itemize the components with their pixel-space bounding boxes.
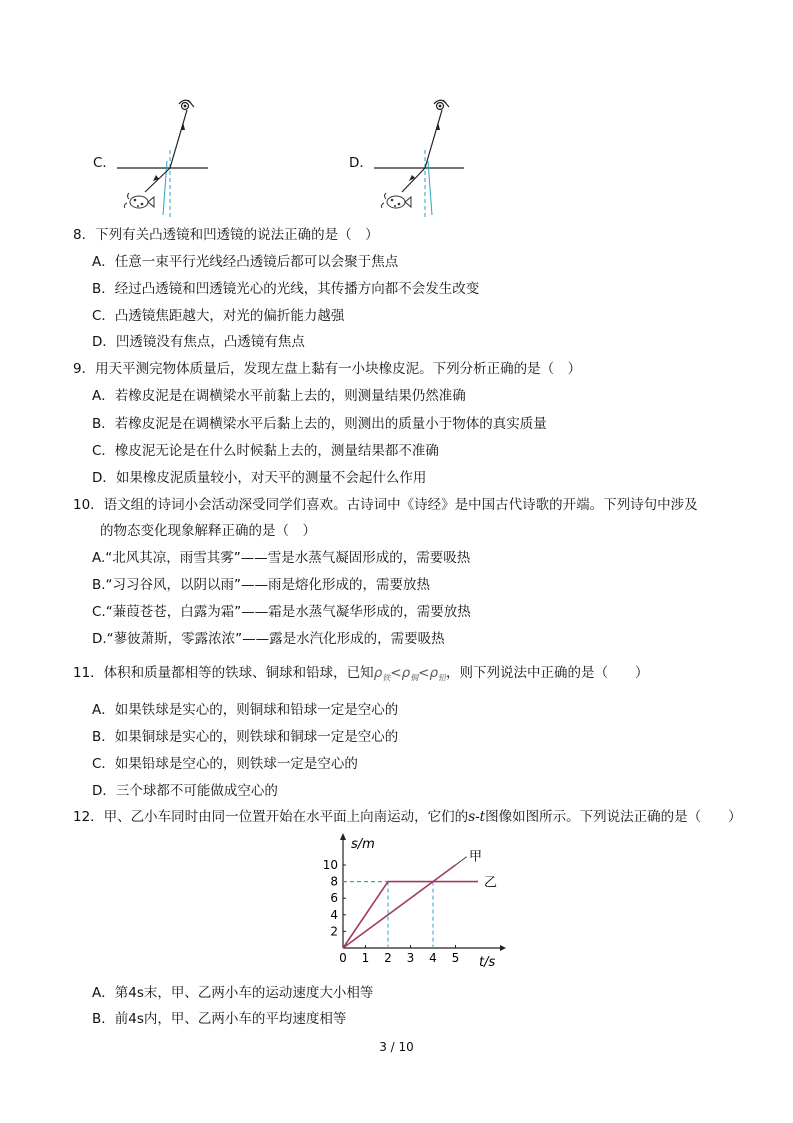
figure-d-label: D． bbox=[349, 155, 373, 171]
y-axis-label: s/m bbox=[351, 837, 375, 852]
q10-stem-line1: 10．语文组的诗词小会活动深受同学们喜欢。古诗词中《诗经》是中国古代诗歌的开端。下列诗句中涉及 bbox=[73, 497, 698, 513]
q12-option-a: A．第4s末，甲、乙两小车的运动速度大小相等 bbox=[92, 985, 374, 1001]
q11-stem: 11．体积和质量都相等的铁球、铜球和铅球，已知$\rho_铁<\rho_铜<\rho_铅$，则下列说法中正确的是（ ） bbox=[73, 665, 649, 683]
rho-iron: $\rho_铁$ bbox=[373, 665, 391, 683]
x-tick-label: 2 bbox=[384, 951, 392, 965]
s-t-graph bbox=[315, 832, 515, 972]
figure-c-label: C． bbox=[93, 155, 116, 171]
q11-stem-before: 11．体积和质量都相等的铁球、铜球和铅球，已知 bbox=[73, 665, 374, 681]
q12-option-b: B．前4s内，甲、乙两小车的平均速度相等 bbox=[92, 1011, 347, 1027]
y-tick-label: 4 bbox=[330, 907, 338, 922]
x-axis-label: t/s bbox=[479, 955, 496, 970]
q8-option-d: D．凹透镜没有焦点，凸透镜有焦点 bbox=[92, 334, 305, 350]
x-axis-arrow bbox=[500, 945, 506, 951]
eye-icon bbox=[179, 100, 194, 110]
x-tick-label: 0 bbox=[339, 951, 347, 965]
x-tick-label: 3 bbox=[406, 951, 415, 965]
y-tick-label: 10 bbox=[322, 858, 338, 872]
series-1-label-leader bbox=[456, 857, 467, 865]
q11-option-c: C．如果铅球是空心的，则铁球一定是空心的 bbox=[92, 756, 358, 772]
q8-option-c: C．凸透镜焦距越大，对光的偏折能力越强 bbox=[92, 308, 345, 324]
q11-option-b: B．如果铜球是实心的，则铁球和铜球一定是空心的 bbox=[92, 729, 399, 745]
series-1-label: 甲 bbox=[469, 849, 483, 865]
q9-option-c: C．橡皮泥无论是在什么时候黏上去的，测量结果都不准确 bbox=[92, 443, 439, 459]
q8-option-a: A．任意一束平行光线经凸透镜后都可以会聚于焦点 bbox=[92, 254, 399, 270]
x-tick-label: 1 bbox=[361, 951, 370, 965]
q12-stem: 12．甲、乙小车同时由同一位置开始在水平面上向南运动，它们的s-t图像如图所示。下列说法正确的是（ ） bbox=[73, 809, 742, 825]
q9-option-d: D．如果橡皮泥质量较小，对天平的测量不会起什么作用 bbox=[92, 470, 427, 486]
fish-icon bbox=[381, 193, 411, 208]
series-line-2 bbox=[343, 882, 478, 948]
q11-option-a: A．如果铁球是实心的，则铜球和铅球一定是空心的 bbox=[92, 702, 399, 718]
q11-option-d: D．三个球都不可能做成空心的 bbox=[92, 783, 278, 799]
q9-stem: 9．用天平测完物体质量后，发现左盘上黏有一小块橡皮泥。下列分析正确的是（ ） bbox=[73, 361, 582, 377]
page-number: 3 / 10 bbox=[379, 1040, 414, 1054]
series-line-1 bbox=[343, 865, 456, 948]
figure-d-refraction-diagram bbox=[372, 95, 472, 220]
x-tick-label: 4 bbox=[429, 951, 437, 965]
y-tick-label: 2 bbox=[330, 924, 338, 939]
figure-c-refraction-diagram bbox=[115, 95, 215, 220]
q10-option-a: A.“北风其凉，雨雪其雾”——雪是水蒸气凝固形成的，需要吸热 bbox=[92, 550, 471, 566]
q10-stem-line2: 的物态变化现象解释正确的是（ ） bbox=[100, 523, 316, 539]
fish-icon bbox=[124, 193, 154, 208]
q11-stem-after: ，则下列说法中正确的是（ ） bbox=[446, 665, 649, 681]
q8-stem: 8．下列有关凸透镜和凹透镜的说法正确的是（ ） bbox=[73, 227, 379, 243]
q8-option-b: B．经过凸透镜和凹透镜光心的光线，其传播方向都不会发生改变 bbox=[92, 281, 480, 297]
q9-option-a: A．若橡皮泥是在调横梁水平前黏上去的，则测量结果仍然准确 bbox=[92, 388, 466, 404]
q10-option-c: C.“蒹葭苍苍，白露为霜”——霜是水蒸气凝华形成的，需要放热 bbox=[92, 604, 471, 620]
y-tick-label: 8 bbox=[330, 874, 338, 889]
series-2-label: 乙 bbox=[484, 875, 498, 891]
y-axis-arrow bbox=[340, 833, 346, 840]
rho-lead: $\rho_铅$ bbox=[429, 665, 447, 683]
q9-option-b: B．若橡皮泥是在调横梁水平后黏上去的，则测出的质量小于物体的真实质量 bbox=[92, 416, 547, 432]
eye-icon bbox=[434, 100, 449, 110]
y-tick-label: 6 bbox=[330, 891, 338, 906]
q10-option-d: D.“蓼彼萧斯，零露浓浓”——露是水汽化形成的，需要吸热 bbox=[92, 631, 445, 647]
x-tick-label: 5 bbox=[451, 951, 460, 965]
rho-copper: $\rho_铜$ bbox=[401, 665, 419, 683]
q10-option-b: B.“习习谷风，以阴以雨”——雨是熔化形成的，需要放热 bbox=[92, 577, 431, 593]
